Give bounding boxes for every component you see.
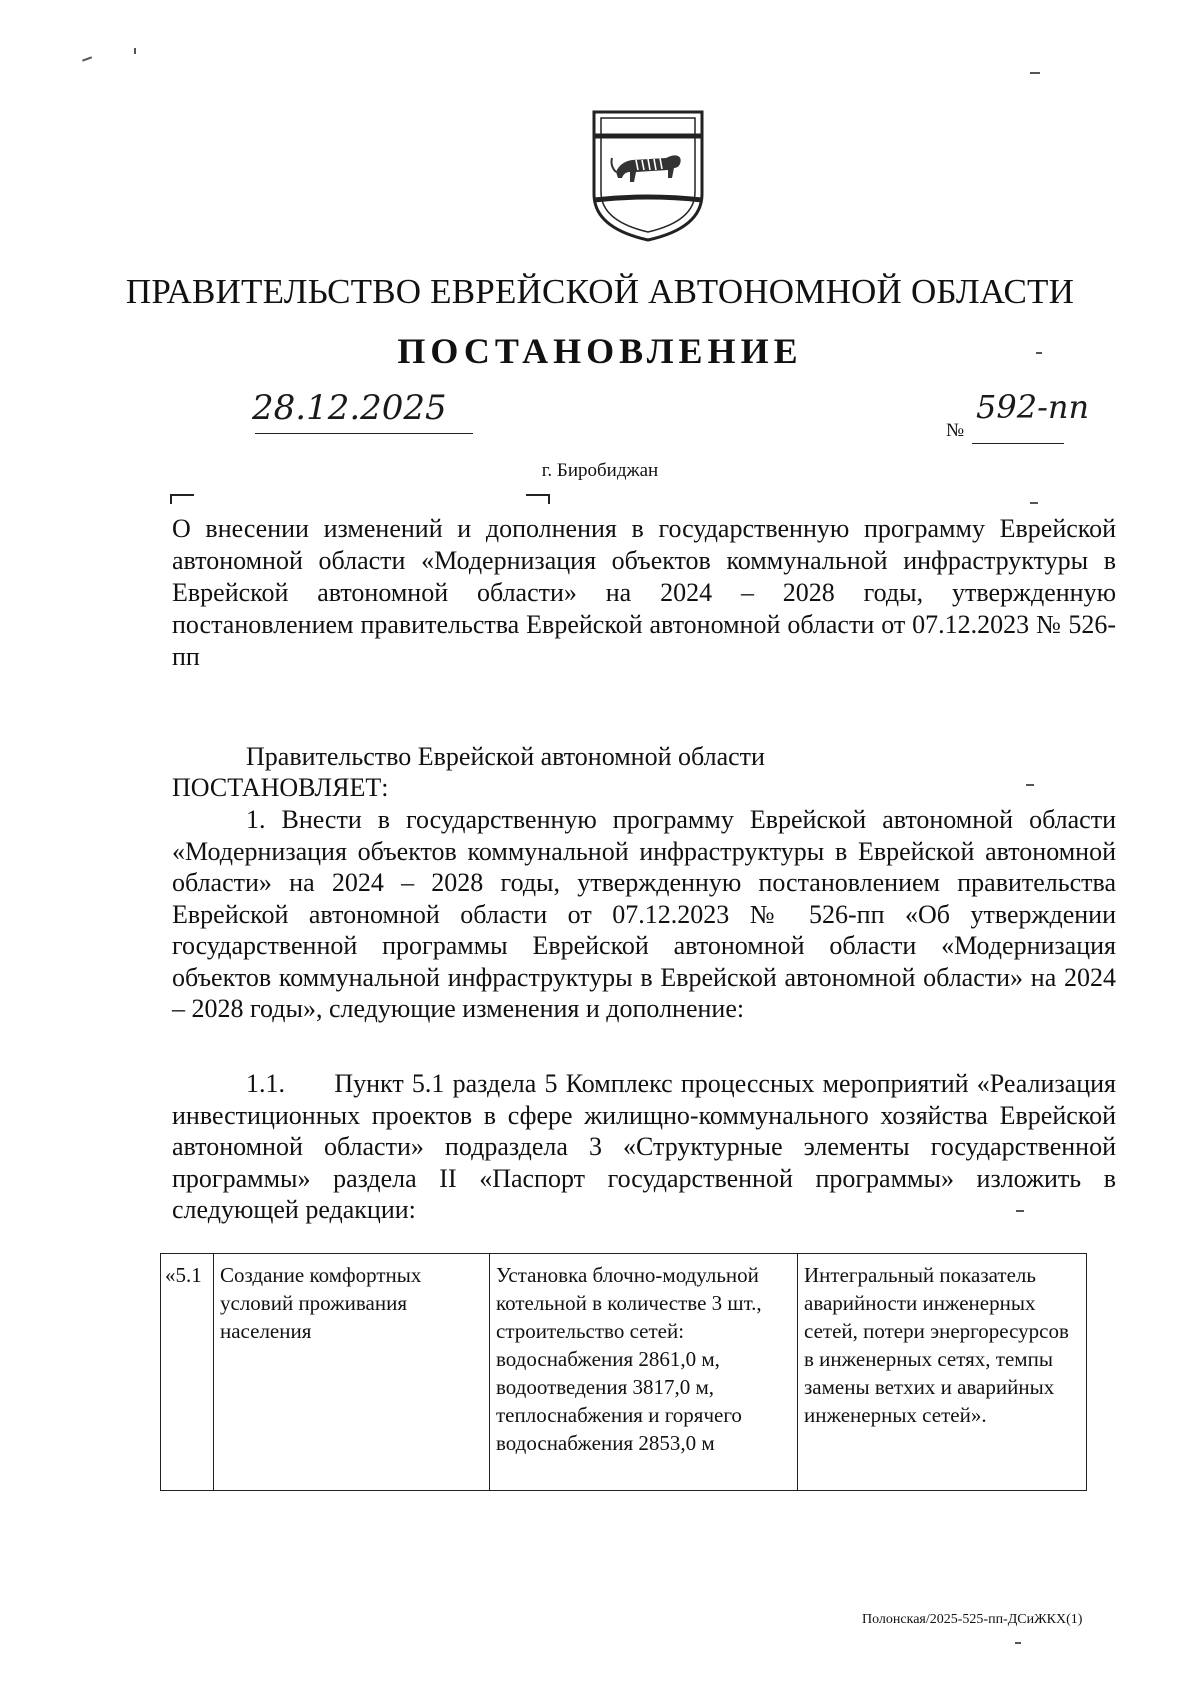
scan-speck bbox=[1026, 784, 1034, 786]
document-subject: О внесении изменений и дополнения в государственную программу Еврейской автономной области «Модернизация объектов коммунальной инфраструктуры в Еврейской автономной области» на 2024 – 2028 годы, утвержденную постановлением правительства Еврейской автономной области от 07.12.2023 № 526-пп bbox=[172, 514, 1116, 671]
subject-bracket-left bbox=[170, 494, 194, 504]
item-1-1-number: 1.1. bbox=[246, 1069, 285, 1098]
document-type-title: ПОСТАНОВЛЕНИЕ bbox=[397, 331, 803, 371]
city-name: г. Биробиджан bbox=[541, 460, 659, 481]
footer-reference: Полонская/2025-525-пп-ДСиЖКХ(1) bbox=[862, 1612, 1083, 1627]
decree-word: ПОСТАНОВЛЯЕТ: bbox=[172, 773, 389, 802]
table-cell-effect: Установка блочно-модульной котельной в количестве 3 шт., строительство сетей: водоснабжения 2861,0 м, водоотведения 3817,0 м, теплоснабжения и горячего водоснабжения 2853,0 м bbox=[490, 1254, 798, 1491]
coat-of-arms-emblem bbox=[588, 108, 708, 244]
tiger-shield-icon bbox=[588, 108, 708, 244]
preamble-line: Правительство Еврейской автономной области bbox=[246, 742, 765, 771]
number-label: № bbox=[946, 420, 965, 441]
date-underline bbox=[255, 433, 473, 434]
item-1-1-text: Пункт 5.1 раздела 5 Комплекс процессных мероприятий «Реализация инвестиционных проектов в сфере жилищно-коммунального хозяйства Еврейской автономной области» подраздела 3 «Структурные элементы государственной программы» раздела II «Паспорт государственной программы» изложить в следующей редакции: bbox=[172, 1069, 1117, 1224]
table-cell-task: Создание комфортных условий проживания населения bbox=[214, 1254, 490, 1491]
scan-speck bbox=[1030, 502, 1038, 504]
handwritten-number: 592-пп bbox=[976, 388, 1090, 426]
scan-speck bbox=[1016, 1210, 1024, 1212]
item-1: 1. Внести в государственную программу Еврейской автономной области «Модернизация объектов коммунальной инфраструктуры в Еврейской автономной области» на 2024 – 2028 годы, утвержденную постановлением правительства Еврейской автономной области от 07.12.2023 № 526-пп «Об утверждении государственной программы Еврейской автономной области «Модернизация объектов коммунальной инфраструктуры в Еврейской автономной области» на 2024 – 2028 годы», следующие изменения и дополнение: bbox=[172, 805, 1116, 1023]
table-row bbox=[161, 1254, 1087, 1491]
scan-speck bbox=[134, 48, 136, 54]
item-1-1 bbox=[172, 1068, 1116, 1226]
scan-speck bbox=[82, 56, 92, 61]
subject-bracket-right bbox=[526, 494, 550, 504]
edition-table bbox=[160, 1253, 1087, 1491]
number-underline bbox=[972, 443, 1064, 444]
scan-speck bbox=[1015, 1642, 1021, 1644]
scan-speck bbox=[1036, 352, 1042, 354]
table-cell-indicator: Интегральный показатель аварийности инженерных сетей, потери энергоресурсов в инженерных сетях, темпы замены ветхих и аварийных инженерных сетей». bbox=[798, 1254, 1087, 1491]
scan-speck bbox=[1030, 72, 1040, 74]
table-cell-number: «5.1 bbox=[161, 1254, 214, 1491]
handwritten-date: 28.12.2025 bbox=[252, 388, 447, 428]
government-title: ПРАВИТЕЛЬСТВО ЕВРЕЙСКОЙ АВТОНОМНОЙ ОБЛАСТИ bbox=[125, 272, 1075, 311]
